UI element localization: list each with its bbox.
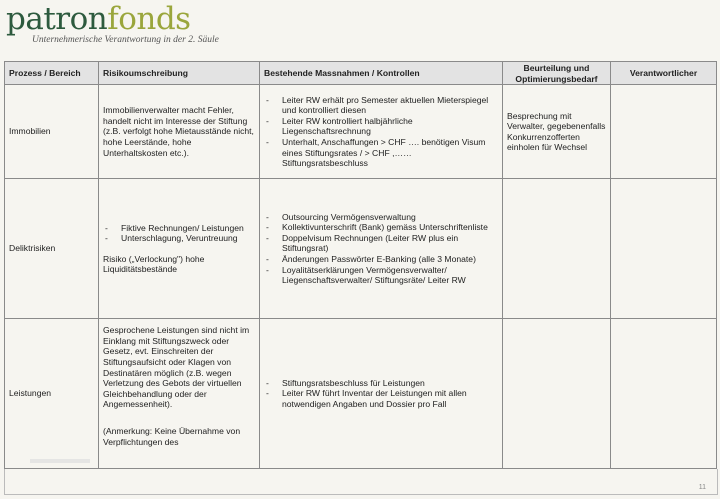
risk-table bbox=[4, 61, 717, 469]
cell-risk bbox=[99, 179, 260, 319]
measure-item: - Kollektivunterschrift (Bank) gemäss Unterschriftenliste bbox=[264, 222, 498, 233]
table-header-row bbox=[5, 62, 717, 85]
measures-list bbox=[264, 212, 498, 286]
risk-note: (Anmerkung: Keine Übernahme von Verpflichtungen des bbox=[103, 425, 241, 447]
cell-responsible bbox=[611, 179, 717, 319]
header-assessment: Beurteilung und Optimierungsbedarf bbox=[503, 62, 611, 85]
measure-item: - Loyalitätserklärungen Vermögensverwalter/ Liegenschaftsverwalter/ Stiftungsräte/ Leiter RW bbox=[264, 265, 498, 286]
risk-text: Gesprochene Leistungen sind nicht im Einklang mit Stiftungszweck oder Gesetz, evt. Einschreiten der Stiftungsaufsicht oder Klagen von Destinatären möglich (z.B. wegen Verletzung des Gebots der virtuellen Gleichbehandlung oder der Angemessenheit). bbox=[103, 325, 250, 410]
cell-measures bbox=[260, 85, 503, 179]
header-risk-description: Risikoumschreibung bbox=[99, 62, 260, 85]
patronfonds-logo bbox=[6, 1, 219, 48]
risk-item: - Fiktive Rechnungen/ Leistungen bbox=[103, 223, 255, 234]
measure-item: - Leiter RW führt Inventar der Leistungen mit allen notwendigen Angaben und Dossier pro Fall bbox=[264, 388, 498, 409]
table-footer-strip bbox=[4, 469, 718, 495]
cell-area: Immobilien bbox=[5, 85, 99, 179]
page-number: 11 bbox=[698, 484, 706, 491]
measure-item: - Doppelvisum Rechnungen (Leiter RW plus ein Stiftungsrat) bbox=[264, 233, 498, 254]
measure-item: - Änderungen Passwörter E-Banking (alle 3 Monate) bbox=[264, 254, 498, 265]
measure-item: - Outsourcing Vermögensverwaltung bbox=[264, 212, 498, 223]
risk-note: Risiko („Verlockung") hohe Liquiditätsbestände bbox=[103, 253, 205, 275]
cell-assessment: Besprechung mit Verwalter, gegebenenfalls Konkurrenzofferten einholen für Wechsel bbox=[503, 85, 611, 179]
table-row bbox=[5, 85, 717, 179]
cell-risk bbox=[99, 319, 260, 469]
cell-responsible bbox=[611, 319, 717, 469]
header-existing-measures: Bestehende Massnahmen / Kontrollen bbox=[260, 62, 503, 85]
measure-item: - Leiter RW erhält pro Semester aktuellen Mieterspiegel und kontrolliert diesen bbox=[264, 95, 498, 116]
cell-measures bbox=[260, 319, 503, 469]
faded-watermark bbox=[30, 459, 90, 463]
measure-item: - Leiter RW kontrolliert halbjährliche Liegenschaftsrechnung bbox=[264, 116, 498, 137]
table-row bbox=[5, 319, 717, 469]
cell-assessment bbox=[503, 179, 611, 319]
cell-responsible bbox=[611, 85, 717, 179]
measures-list bbox=[264, 95, 498, 169]
header-process-area: Prozess / Bereich bbox=[5, 62, 99, 85]
logo-wordmark-part1: patron bbox=[6, 1, 108, 37]
cell-measures bbox=[260, 179, 503, 319]
risk-item: - Unterschlagung, Veruntreuung bbox=[103, 233, 255, 244]
cell-risk: Immobilienverwalter macht Fehler, handelt nicht im Interesse der Stiftung (z.B. verfolgt hohe Mietausstände nicht, hohe Leerstände, hohe Unterhaltskosten etc.). bbox=[99, 85, 260, 179]
risk-list bbox=[103, 223, 255, 244]
header-responsible: Verantwortlicher bbox=[611, 62, 717, 85]
table-row bbox=[5, 179, 717, 319]
cell-area: Leistungen bbox=[5, 319, 99, 469]
logo-wordmark bbox=[6, 1, 219, 37]
cell-area: Deliktrisiken bbox=[5, 179, 99, 319]
cell-assessment bbox=[503, 319, 611, 469]
logo-tagline: Unternehmerische Verantwortung in der 2. Säule bbox=[32, 35, 219, 45]
measure-item: - Stiftungsratsbeschluss für Leistungen bbox=[264, 378, 498, 389]
measure-item: - Unterhalt, Anschaffungen > CHF …. benötigen Visum eines Stiftungsrates / > CHF ,…… Stiftungsratsbeschluss bbox=[264, 137, 498, 169]
logo-wordmark-part2: fonds bbox=[107, 1, 191, 37]
measures-list bbox=[264, 378, 498, 410]
